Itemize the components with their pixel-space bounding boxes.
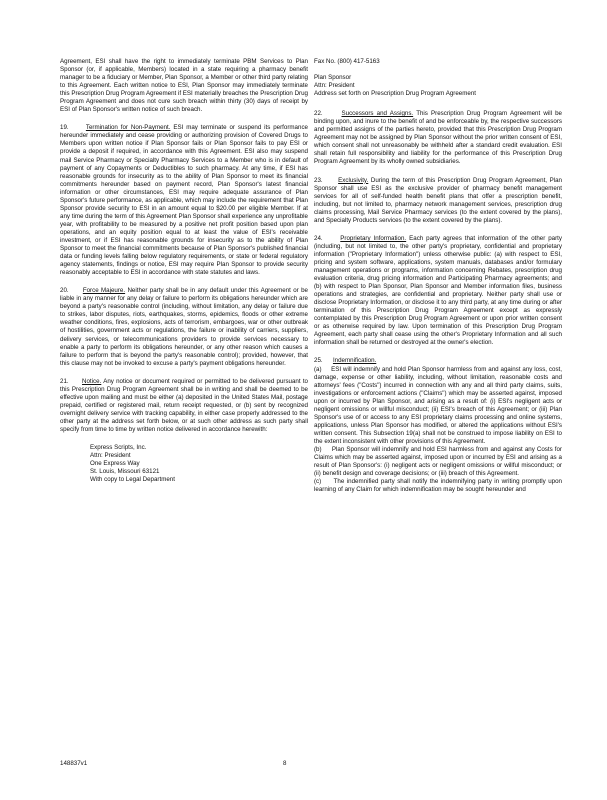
section-25c — [314, 478, 562, 494]
esi-address-block — [90, 444, 308, 484]
section-23 — [314, 177, 562, 225]
section-24-text: Each party agrees that information of the other party (including, but not limited to, the other party's proprietary, confidential and proprietary information ("Proprietary Information") unless otherwise public: (a) with respect to ESI, pricing and system software, applications, system manuals, databases and/or formulary management operations or programs, information concerning Rebates, prescription drug evaluation criteria, drug pricing information and Participating Pharmacy agreements; and (b) with respect to Plan Sponsor, Plan Sponsor and Member information files, business operations and strategies, are confidential and proprietary. Neither party shall use or disclose Proprietary Information, or disclose it to any third party, at any time during or after termination of this Prescription Drug Program Agreement except as expressly contemplated by this Prescription Drug Program Agreement or upon prior written consent or as otherwise required by law. Upon termination of this Prescription Drug Program Agreement, each party shall cease using the other's Proprietary Information and all such information shall be returned or destroyed at the owner's election. — [314, 234, 562, 347]
section-24-title: Proprietary Information. — [340, 234, 407, 242]
plan-sponsor-address-line: Attn: President — [314, 82, 355, 90]
section-25 — [314, 357, 562, 494]
document-id: 148837v1 — [60, 760, 88, 767]
esi-address-line: St. Louis, Missouri 63121 — [90, 468, 160, 476]
section-19-title: Termination for Non-Payment. — [85, 124, 171, 132]
section-19-text: ESI may terminate or suspend its performance hereunder immediately and cease providing or authorizing provision of Covered Drugs to Members upon written notice if Plan Sponsor fails or Plan Sponsor fails to pay ESI or provide a deposit if required, in accordance with this Agreement. ESI also may suspend mail Service Pharmacy or Specialty Pharmacy Services to a Member who is in default of payment of any Copayments or Deductibles to such pharmacy. At any time, if ESI has reasonable grounds for insecurity as to the ability of Plan Sponsor to meet its financial commitments hereunder based on payment record, Plan Sponsor's latest financial information or other circumstances, ESI may require adequate assurance of Plan Sponsor's future performance, as applicable, which may include the requirement that Plan Sponsor provide security to ESI in an amount equal to $20.00 per eligible Member. If at any time during the term of this Agreement Plan Sponsor shall experience any unprofitable year, with profitability to be measured by a positive net profit position based upon plan operations, and an equity position equal to at least the value of ESI's receivable investment, or if ESI has reasonable grounds for insecurity as to the ability of Plan Sponsor to meet the financial commitments because of Plan Sponsor's published financial data or funding levels falling below regulatory requirements, or state or federal regulatory agency statements, findings or notice, ESI may require Plan Sponsor to provide security reasonably acceptable to ESI in accordance with state statutes and laws. — [60, 124, 308, 277]
section-22-number: 22. — [314, 110, 323, 118]
intro-text: Agreement, ESI shall have the right to immediately terminate PBM Services to Plan Sponsor (or, if applicable, Members) located in a state requiring a pharmacy benefit manager to be a fiduciary or Member, Plan Sponsor, a Member or other third party relating to this Agreement. Each written notice to ESI, Plan Sponsor may immediately terminate this Prescription Drug Program Agreement if ESI materially breaches the Prescription Drug Program Agreement and does not cure such breach within thirty (30) days of receipt by ESI of Plan Sponsor's written notice of such breach. — [60, 58, 308, 114]
section-21-text: Any notice or document required or permitted to be delivered pursuant to this Prescription Drug Program Agreement shall be in writing and shall be deemed to be effective upon mailing and must be either (a) deposited in the United States Mail, postage prepaid, certified or registered mail, return receipt requested, or (b) sent by recognized overnight delivery service with tracking capability, in either case properly addressed to the other party at the address set forth below, or at such other address as such party shall specify from time to time by written notice delivered in accordance herewith: — [60, 377, 308, 433]
page-number: 8 — [283, 760, 287, 767]
section-25a-text: ESI will indemnify and hold Plan Sponsor harmless from and against any loss, cost, damage, expense or other liability, including, without limitation, reasonable costs and attorneys' fees ("Costs") incurred in connection with any and all third party claims, suits, investigations or enforcement actions ("Claims") which may be asserted against, imposed upon or incurred by Plan Sponsor, and arising as a result of: (i) ESI's negligent acts or negligent omissions or willful misconduct; (ii) ESI's breach of this Agreement; or (iii) Plan Sponsor's use of or access to any ESI proprietary claims processing and online systems, applications, unless Plan Sponsor has modified, or altered the applications without ESI's written consent. This Subsection 19(a) shall not be construed to impose liability on ESI to the extent inconsistent with other provisions of this Agreement. — [314, 365, 562, 445]
section-25c-text: The indemnified party shall notify the indemnifying party in writing promptly upon learning of any Claim for which indemnification may be sought hereunder and — [314, 478, 562, 494]
section-25-number: 25. — [314, 357, 323, 365]
fax-line — [314, 58, 562, 66]
section-21 — [60, 378, 308, 434]
section-25a — [314, 366, 562, 446]
plan-sponsor-address-line: Address set forth on Prescription Drug Program Agreement — [314, 90, 476, 98]
esi-address-line: With copy to Legal Department — [90, 476, 175, 484]
section-25c-label: (c) — [314, 478, 322, 486]
section-25b — [314, 446, 562, 478]
section-25-title: Indemnification. — [332, 357, 377, 365]
left-column — [60, 58, 308, 484]
section-22 — [314, 110, 562, 166]
section-23-number: 23. — [314, 176, 323, 184]
intro-paragraph — [60, 58, 308, 114]
section-22-text: This Prescription Drug Program Agreement will be binding upon, and inure to the benefit of and be enforceable by, the respective successors and permitted assigns of the parties hereto, provided that this Prescription Drug Program Agreement may not be assigned by Plan Sponsor without the prior written consent of ESI, which consent shall not unreasonably be withheld after a standard credit evaluation. ESI shall retain full responsibility and liability for the performance of this Prescription Drug Program Agreement by its wholly owned subsidiaries. — [314, 110, 562, 166]
section-22-title: Successors and Assigns. — [341, 110, 414, 118]
section-20 — [60, 287, 308, 367]
plan-sponsor-address-line: Plan Sponsor — [314, 74, 352, 82]
section-25b-label: (b) — [314, 445, 322, 453]
section-23-title: Exclusivity. — [338, 176, 369, 184]
esi-address-line: Attn: President — [90, 452, 131, 460]
section-20-text: Neither party shall be in any default under this Agreement or be liable in any manner for any delay or failure to perform its obligations hereunder which are beyond a party's reasonable control (including, without limitation, any delay or failure due to strikes, labor disputes, riots, earthquakes, storms, epidemics, floods or other extreme weather conditions, fires, explosions, acts of terrorism, embargoes, war or other outbreak of hostilities, government acts or regulations, the failure or inability of carriers, suppliers, delivery services, or telecommunications providers to provide services necessary to enable a party to perform its obligations hereunder, or any other reason which causes a failure to perform that is beyond the party's reasonable control); provided, however, that this clause may not be invoked to excuse a party's payment obligations hereunder. — [60, 287, 308, 367]
esi-address-line: One Express Way — [90, 460, 140, 468]
plan-sponsor-address-block — [314, 74, 562, 98]
fax-number: Fax No. (800) 417-5163 — [314, 58, 380, 65]
right-column — [314, 58, 562, 504]
section-20-title: Force Majeure. — [82, 287, 126, 295]
section-19-number: 19. — [60, 124, 69, 132]
section-25b-text: Plan Sponsor will indemnify and hold ESI harmless from and against any Costs for Claims which may be asserted against, imposed upon or incurred by ESI and arising as a result of Plan Sponsor's: (i) negligent acts or negligent omissions or willful misconduct; or (ii) benefit design and coverage decisions; or (iii) breach of this Agreement. — [314, 445, 562, 478]
section-20-number: 20. — [60, 287, 69, 295]
section-24 — [314, 235, 562, 348]
section-25a-label: (a) — [314, 365, 322, 373]
section-21-title: Notice. — [82, 377, 102, 385]
section-19 — [60, 124, 308, 277]
esi-address-line: Express Scripts, Inc. — [90, 444, 147, 452]
section-21-number: 21. — [60, 377, 69, 385]
section-23-text: During the term of this Prescription Drug Program Agreement, Plan Sponsor shall use ESI as the exclusive provider of pharmacy benefit management services for all of self-funded health benefit plans that offer a prescription benefit, including, but not limited to, pharmacy network management services, prescription drug claims processing, Mail Service Pharmacy services (to the extent covered by the plans), and Specialty Products services (to the extent covered by the plans). — [314, 176, 562, 224]
section-24-number: 24. — [314, 234, 323, 242]
